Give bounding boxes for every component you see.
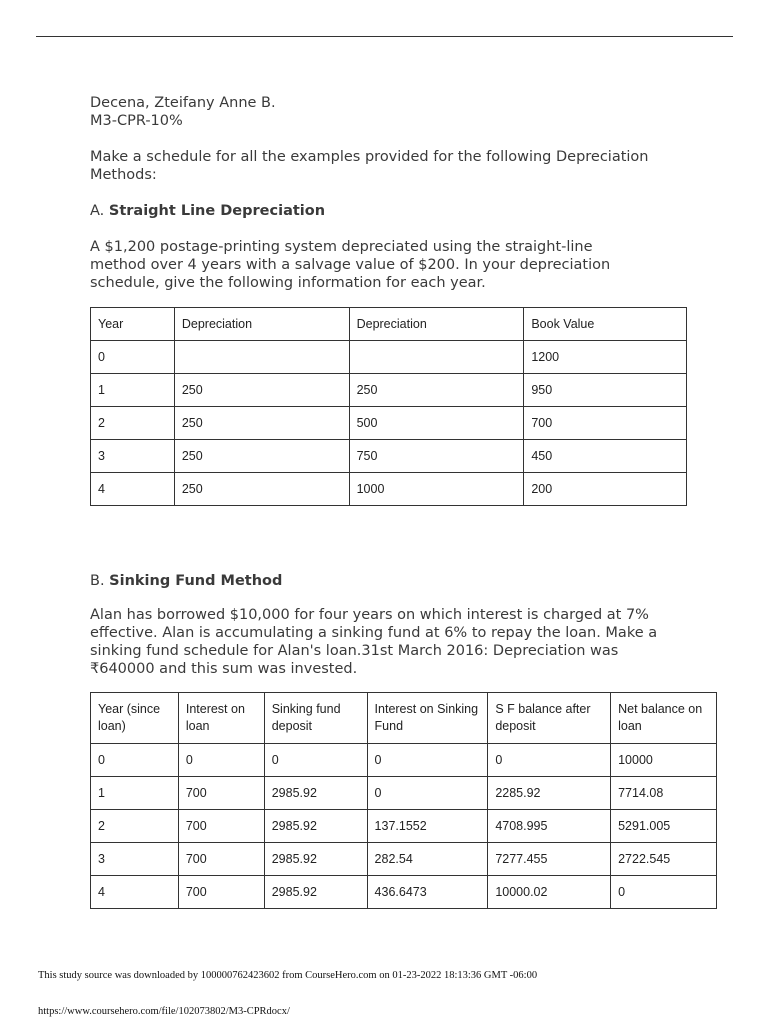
- table-cell: 3: [91, 440, 175, 473]
- section-a-prefix: A.: [90, 203, 109, 219]
- table-cell: 250: [174, 440, 349, 473]
- author-name: Decena, Zteifany Anne B.: [90, 95, 276, 111]
- table-cell: 500: [349, 407, 524, 440]
- footer-source: This study source was downloaded by 100000762423602 from CourseHero.com on 01-23-2022 18:13:36 GMT -06:00: [38, 970, 538, 981]
- table-cell: 250: [174, 473, 349, 506]
- table-header-cell: Interest on loan: [178, 693, 264, 744]
- section-a-body: A $1,200 postage-printing system depreciated using the straight-line method over 4 years with a salvage value of $200. In your depreciation schedule, give the following information for each year.: [90, 239, 611, 291]
- table-cell: 700: [524, 407, 687, 440]
- table-header-cell: S F balance after deposit: [488, 693, 611, 744]
- section-a-title: Straight Line Depreciation: [108, 203, 326, 219]
- table-cell: 2: [91, 810, 179, 843]
- table-cell: 250: [174, 374, 349, 407]
- table-cell: 4708.995: [488, 810, 611, 843]
- table-cell: 1200: [524, 341, 687, 374]
- table-row: [91, 843, 717, 876]
- table-cell: 7277.455: [488, 843, 611, 876]
- table-cell: 700: [178, 843, 264, 876]
- section-b-title: Sinking Fund Method: [109, 573, 283, 589]
- table-cell: 700: [178, 810, 264, 843]
- table-cell: 450: [524, 440, 687, 473]
- instructions: Make a schedule for all the examples provided for the following Depreciation Methods:: [90, 149, 649, 183]
- table-header-cell: Depreciation: [349, 308, 524, 341]
- table-cell: 250: [349, 374, 524, 407]
- author-code: M3-CPR-10%: [90, 113, 183, 129]
- table-cell: 700: [178, 876, 264, 909]
- table-cell: 0: [367, 744, 488, 777]
- table-row: [91, 777, 717, 810]
- table-cell: 950: [524, 374, 687, 407]
- table-cell: 2722.545: [611, 843, 717, 876]
- table-header-cell: Net balance on loan: [611, 693, 717, 744]
- table-cell: 0: [367, 777, 488, 810]
- table-cell: 0: [488, 744, 611, 777]
- table-header-cell: Year (since loan): [91, 693, 179, 744]
- top-divider: [36, 36, 733, 37]
- table-cell: [174, 341, 349, 374]
- table-row: [91, 473, 687, 506]
- table-cell: 5291.005: [611, 810, 717, 843]
- sinking-fund-table: [90, 692, 717, 909]
- table-cell: 0: [178, 744, 264, 777]
- table-row: [91, 341, 687, 374]
- footer-url: https://www.coursehero.com/file/102073802/M3-CPRdocx/: [38, 1006, 290, 1017]
- table-cell: 10000: [611, 744, 717, 777]
- table-row: [91, 374, 687, 407]
- table-header-cell: Book Value: [524, 308, 687, 341]
- table-row: [91, 810, 717, 843]
- table-cell: 3: [91, 843, 179, 876]
- table-row: [91, 876, 717, 909]
- table-cell: 2985.92: [264, 876, 367, 909]
- straight-line-table: [90, 307, 687, 506]
- table-header-cell: Depreciation: [174, 308, 349, 341]
- table-cell: 7714.08: [611, 777, 717, 810]
- table-cell: 750: [349, 440, 524, 473]
- table-cell: 1: [91, 374, 175, 407]
- table-cell: 4: [91, 473, 175, 506]
- table-header-row: [91, 693, 717, 744]
- section-b-prefix: B.: [90, 573, 110, 589]
- section-b-heading: [90, 572, 690, 590]
- table-cell: 0: [611, 876, 717, 909]
- table-cell: 250: [174, 407, 349, 440]
- table-cell: 0: [91, 744, 179, 777]
- table-cell: 1000: [349, 473, 524, 506]
- table-cell: 137.1552: [367, 810, 488, 843]
- table-header-row: [91, 308, 687, 341]
- table-cell: 2: [91, 407, 175, 440]
- table-cell: 200: [524, 473, 687, 506]
- table-cell: 2985.92: [264, 777, 367, 810]
- table-header-cell: Interest on Sinking Fund: [367, 693, 488, 744]
- table-cell: 4: [91, 876, 179, 909]
- table-cell: 2985.92: [264, 843, 367, 876]
- table-cell: 436.6473: [367, 876, 488, 909]
- table-cell: 0: [91, 341, 175, 374]
- table-cell: 2285.92: [488, 777, 611, 810]
- table-header-cell: Year: [91, 308, 175, 341]
- table-cell: 282.54: [367, 843, 488, 876]
- table-row: [91, 407, 687, 440]
- table-row: [91, 440, 687, 473]
- table-cell: 10000.02: [488, 876, 611, 909]
- section-b-body: Alan has borrowed $10,000 for four years on which interest is charged at 7% effective. Alan is accumulating a sinking fund at 6% to repay the loan. Make a sinking fund schedule for Alan's loan.31st March 2016: Depreciation was ₹640000 and this sum was invested.: [90, 607, 658, 677]
- table-header-cell: Sinking fund deposit: [264, 693, 367, 744]
- table-cell: 1: [91, 777, 179, 810]
- table-cell: 2985.92: [264, 810, 367, 843]
- table-cell: 700: [178, 777, 264, 810]
- section-a-heading: [90, 202, 690, 220]
- table-row: [91, 744, 717, 777]
- table-cell: 0: [264, 744, 367, 777]
- table-cell: [349, 341, 524, 374]
